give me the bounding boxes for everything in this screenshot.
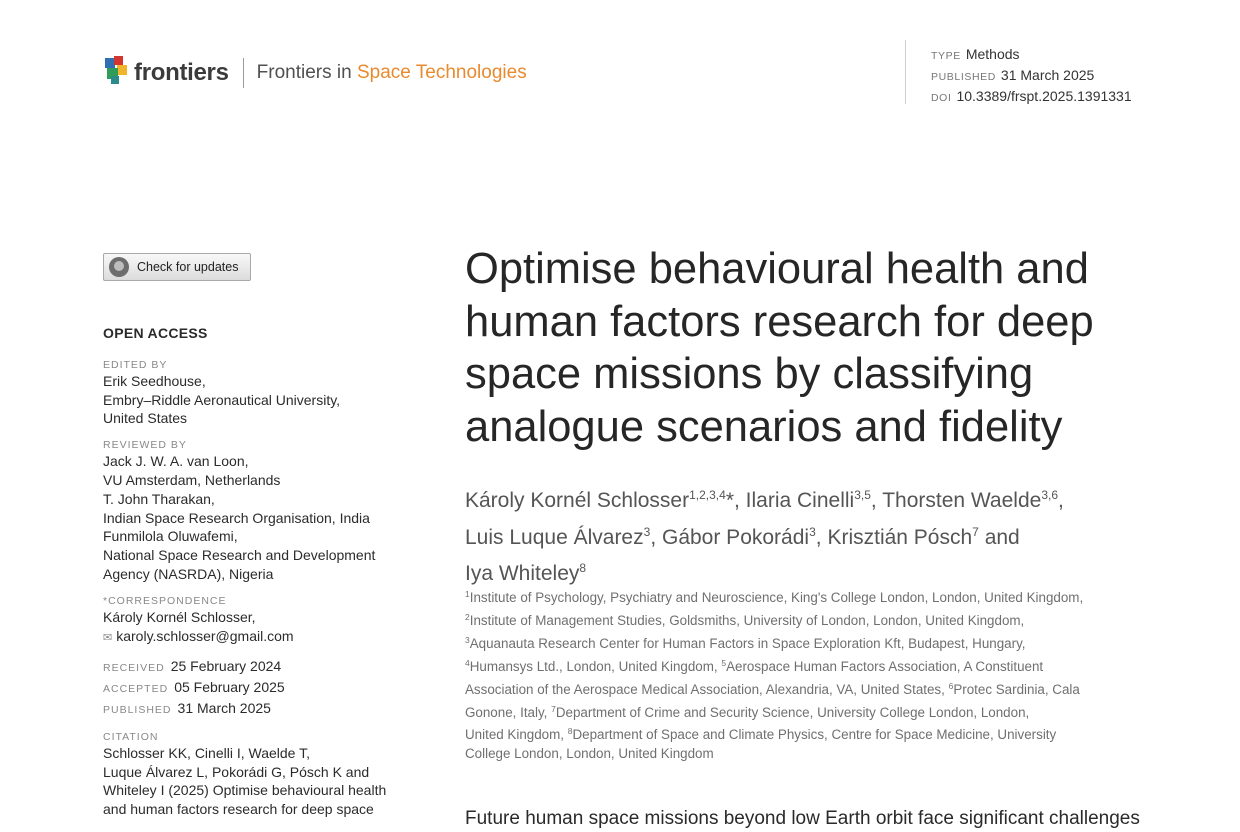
affiliation-text: Aerospace Human Factors Association, A Constituent xyxy=(726,658,1044,674)
article-meta xyxy=(931,45,1132,108)
affiliation-text: Humansys Ltd., London, United Kingdom, xyxy=(469,658,722,674)
affiliation-line xyxy=(465,631,1145,654)
author-name[interactable]: Iya Whiteley xyxy=(465,562,580,585)
author-separator: , xyxy=(650,525,662,549)
title-line: space missions by classifying xyxy=(465,350,1034,398)
date-label: RECEIVED xyxy=(103,662,165,675)
affiliation-line xyxy=(465,722,1145,745)
author-name[interactable]: Thorsten Waelde xyxy=(882,489,1042,512)
correspondence-block xyxy=(103,608,423,648)
affiliation-text: Institute of Management Studies, Goldsmiths, University of London, London, United Kingdom, xyxy=(469,612,1025,628)
correspondence-email-link[interactable]: karoly.schlosser@gmail.com xyxy=(116,627,294,644)
affiliation-number: 1 xyxy=(465,589,470,599)
affiliation-number: 4 xyxy=(465,657,470,668)
affiliation-text: Department of Space and Climate Physics, Centre for Space Medicine, University xyxy=(572,727,1057,743)
affiliation-number: 8 xyxy=(567,726,573,737)
affiliation-line xyxy=(465,585,1145,608)
title-line: human factors research for deep xyxy=(465,297,1094,346)
abstract-text: Future human space missions beyond low Earth orbit face significant challenges xyxy=(465,808,1140,829)
meta-value: 31 March 2025 xyxy=(1000,67,1095,83)
article-sidebar xyxy=(103,324,423,819)
citation-line: and human factors research for deep space xyxy=(103,801,374,818)
author-affiliation-ref: 1,2,3,4 xyxy=(689,488,726,502)
author-line xyxy=(465,480,1165,517)
author-name[interactable]: Ilaria Cinelli xyxy=(745,489,855,512)
citation-line: Luque Álvarez L, Pokorádi G, Pósch K and xyxy=(103,763,370,780)
journal-prefix: Frontiers in xyxy=(256,62,357,83)
author-name[interactable]: Krisztián Pósch xyxy=(827,525,973,549)
reviewer-line: T. John Tharakan, xyxy=(103,490,215,507)
affiliation-line xyxy=(465,654,1145,677)
author-name[interactable]: Gábor Pokorádi xyxy=(661,525,810,549)
frontiers-logo-icon xyxy=(103,56,129,91)
editor-line: United States xyxy=(103,410,188,427)
author-separator: , xyxy=(870,489,883,512)
envelope-icon: ✉ xyxy=(103,631,113,644)
journal-header xyxy=(103,57,527,89)
author-separator: , xyxy=(815,525,828,549)
reviewer-line: Jack J. W. A. van Loon, xyxy=(103,453,249,470)
meta-type xyxy=(931,45,1132,66)
meta-label: TYPE xyxy=(931,50,961,62)
open-access-label: OPEN ACCESS xyxy=(103,325,208,341)
editor-line: Erik Seedhouse, xyxy=(103,372,206,389)
logo-divider xyxy=(243,58,244,88)
citation-block xyxy=(103,744,423,819)
affiliation-text: Gonone, Italy, xyxy=(465,704,552,720)
author-name[interactable]: Luis Luque Álvarez xyxy=(465,525,644,549)
affiliation-number: 3 xyxy=(465,634,470,645)
reviewer-line: Funmilola Oluwafemi, xyxy=(103,528,238,545)
date-accepted xyxy=(103,678,423,699)
title-line: Optimise behavioural health and xyxy=(465,245,1089,293)
affiliation-text: Institute of Psychology, Psychiatry and Neuroscience, King's College London, London, United Kingdom, xyxy=(469,590,1084,605)
affiliation-text: Protec Sardinia, Cala xyxy=(953,681,1080,697)
date-published xyxy=(103,699,423,720)
meta-value: Methods xyxy=(965,46,1020,62)
affiliation-text: United Kingdom, xyxy=(465,727,568,743)
reviewer-line: VU Amsterdam, Netherlands xyxy=(103,471,281,488)
author-affiliation-ref: 3,5 xyxy=(854,488,871,502)
citation-line: Whiteley I (2025) Optimise behavioural health xyxy=(103,782,387,799)
correspondence-email-row xyxy=(103,627,423,648)
date-label: ACCEPTED xyxy=(103,683,169,696)
check-updates-icon xyxy=(109,257,129,277)
journal-title xyxy=(257,62,527,84)
editor-block xyxy=(103,372,423,428)
check-for-updates-button[interactable] xyxy=(103,253,251,281)
author-list xyxy=(465,480,1165,590)
editor-line: Embry–Riddle Aeronautical University, xyxy=(103,391,341,408)
date-value: 31 March 2025 xyxy=(177,699,271,716)
affiliation-text: Association of the Aerospace Medical Association, Alexandria, VA, United States, xyxy=(465,681,949,697)
title-line: analogue scenarios and fidelity xyxy=(465,402,1063,451)
author-affiliation-ref: 3 xyxy=(809,524,816,539)
affiliation-number: 7 xyxy=(551,703,556,714)
affiliations xyxy=(465,585,1145,764)
reviewers-block xyxy=(103,452,423,584)
author-affiliation-ref: 8 xyxy=(579,561,587,575)
doi-link[interactable]: 10.3389/frspt.2025.1391331 xyxy=(956,88,1132,104)
affiliation-text: Aquanauta Research Center for Human Factors in Space Exploration Kft, Budapest, Hungary, xyxy=(469,635,1026,651)
meta-published xyxy=(931,66,1132,87)
date-label: PUBLISHED xyxy=(103,703,172,716)
article-title xyxy=(465,243,1165,453)
meta-doi[interactable] xyxy=(931,87,1132,108)
reviewer-line: National Space Research and Development xyxy=(103,547,376,564)
publisher-name: frontiers xyxy=(134,59,229,86)
meta-label: DOI xyxy=(931,92,952,104)
affiliation-line xyxy=(465,700,1145,723)
meta-label: PUBLISHED xyxy=(931,71,996,83)
affiliation-line xyxy=(465,745,1145,764)
journal-name: Space Technologies xyxy=(356,62,527,83)
author-affiliation-ref: 3,6 xyxy=(1041,488,1059,502)
meta-divider xyxy=(905,40,906,104)
affiliation-text: College London, London, United Kingdom xyxy=(465,746,714,762)
citation-label: CITATION xyxy=(103,730,159,743)
affiliation-number: 6 xyxy=(948,680,954,691)
date-received xyxy=(103,657,423,678)
author-affiliation-ref: 3 xyxy=(643,524,651,539)
author-separator: *, xyxy=(725,489,746,512)
affiliation-number: 5 xyxy=(721,657,727,668)
date-value: 25 February 2024 xyxy=(170,658,282,675)
reviewer-line: Agency (NASRDA), Nigeria xyxy=(103,565,274,582)
edited-by-label: EDITED BY xyxy=(103,358,168,371)
correspondent-name: Károly Kornél Schlosser, xyxy=(103,608,256,625)
affiliation-line xyxy=(465,677,1145,700)
affiliation-text: Department of Crime and Security Science, University College London, London, xyxy=(555,704,1030,720)
citation-line: Schlosser KK, Cinelli I, Waelde T, xyxy=(103,744,310,761)
author-separator: , xyxy=(1058,489,1064,512)
reviewer-line: Indian Space Research Organisation, India xyxy=(103,509,370,526)
author-separator: and xyxy=(978,525,1020,549)
author-line xyxy=(465,517,1165,554)
correspondence-label: *CORRESPONDENCE xyxy=(103,594,227,607)
reviewed-by-label: REVIEWED BY xyxy=(103,439,187,452)
check-for-updates-label: Check for updates xyxy=(137,260,239,274)
author-affiliation-ref: 7 xyxy=(972,524,979,539)
dates-block xyxy=(103,657,423,719)
affiliation-number: 2 xyxy=(465,611,470,622)
affiliation-line xyxy=(465,608,1145,631)
author-name[interactable]: Károly Kornél Schlosser xyxy=(465,489,690,512)
date-value: 05 February 2025 xyxy=(174,679,285,696)
